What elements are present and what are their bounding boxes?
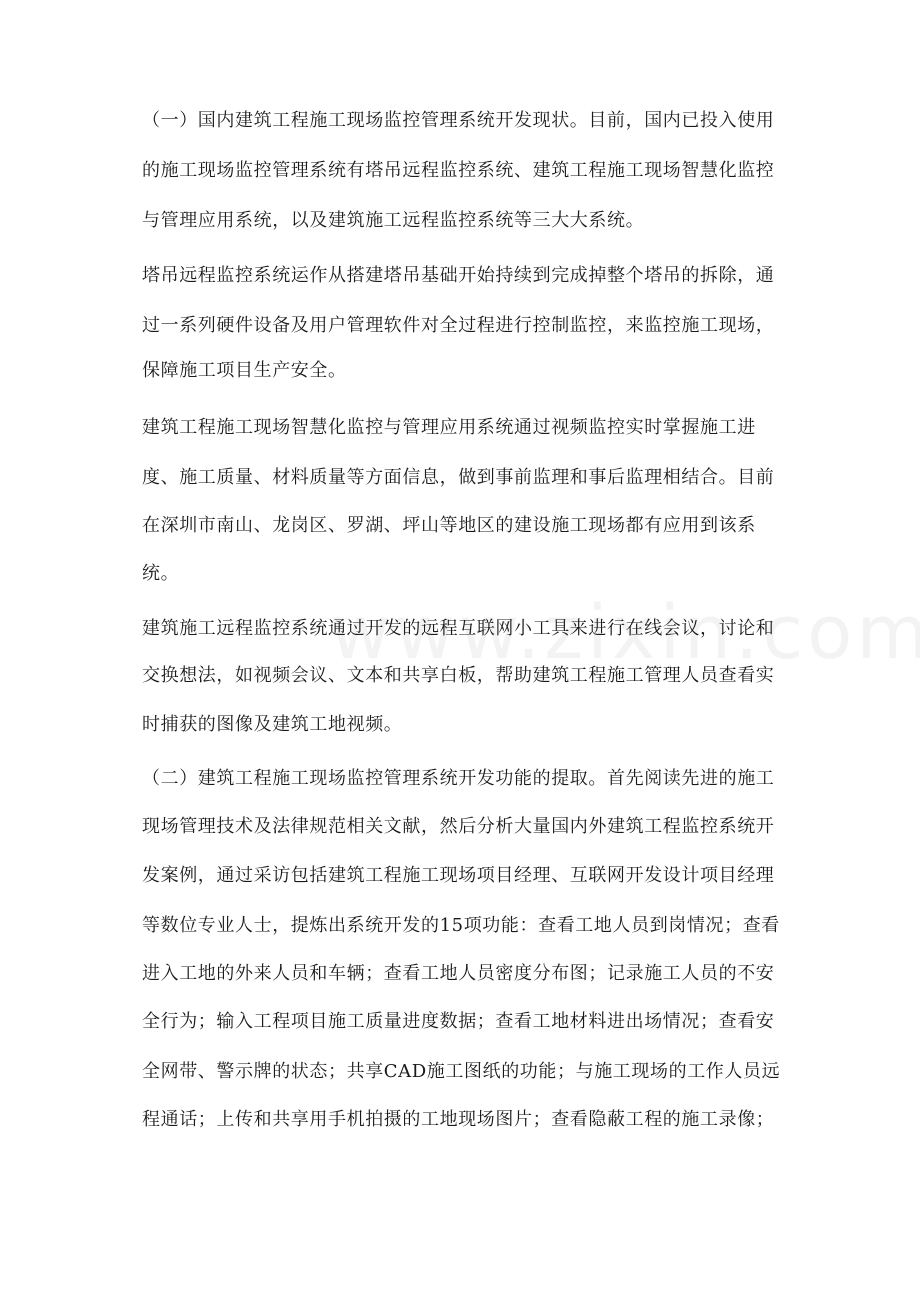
paragraph-3-line-4: 统。	[142, 563, 180, 584]
paragraph-3-line-3: 在深圳市南山、龙岗区、罗湖、坪山等地区的建设施工现场都有应用到该系	[142, 515, 756, 536]
paragraph-5-line-8: 程通话；上传和共享用手机拍摄的工地现场图片；查看隐蔽工程的施工录像；	[142, 1109, 775, 1130]
paragraph-4-line-3: 时捕获的图像及建筑工地视频。	[142, 714, 403, 735]
paragraph-5-line-6: 全行为；输入工程项目施工质量进度数据；查看工地材料进出场情况；查看安	[142, 1011, 775, 1032]
paragraph-1-line-1: （一）国内建筑工程施工现场监控管理系统开发现状。目前，国内已投入使用	[142, 110, 775, 131]
paragraph-4-line-1: 建筑施工远程监控系统通过开发的远程互联网小工具来进行在线会议，讨论和	[142, 618, 775, 639]
paragraph-2-line-1: 塔吊远程监控系统运作从搭建塔吊基础开始持续到完成掉整个塔吊的拆除，通	[142, 265, 775, 286]
paragraph-5-line-5: 进入工地的外来人员和车辆；查看工地人员密度分布图；记录施工人员的不安	[142, 963, 775, 984]
paragraph-4-line-2: 交换想法，如视频会议、文本和共享白板，帮助建筑工程施工管理人员查看实	[142, 665, 775, 686]
paragraph-1-line-3: 与管理应用系统，以及建筑施工远程监控系统等三大大系统。	[142, 210, 645, 231]
paragraph-2-line-3: 保障施工项目生产安全。	[142, 360, 347, 381]
paragraph-5-line-2: 现场管理技术及法律规范相关文献，然后分析大量国内外建筑工程监控系统开	[142, 816, 775, 837]
paragraph-5-line-7: 全网带、警示牌的状态；共享CAD施工图纸的功能；与施工现场的工作人员远	[142, 1061, 781, 1082]
paragraph-5-line-4: 等数位专业人士，提炼出系统开发的15项功能：查看工地人员到岗情况；查看	[142, 915, 780, 936]
paragraph-3-line-2: 度、施工质量、材料质量等方面信息，做到事前监理和事后监理相结合。目前	[142, 467, 775, 488]
paragraph-5-line-3: 发案例，通过采访包括建筑工程施工现场项目经理、互联网开发设计项目经理	[142, 865, 775, 886]
paragraph-3-line-1: 建筑工程施工现场智慧化监控与管理应用系统通过视频监控实时掌握施工进	[142, 417, 756, 438]
paragraph-2-line-2: 过一系列硬件设备及用户管理软件对全过程进行控制监控，来监控施工现场，	[142, 315, 775, 336]
paragraph-1-line-2: 的施工现场监控管理系统有塔吊远程监控系统、建筑工程施工现场智慧化监控	[142, 160, 775, 181]
paragraph-5-line-1: （二）建筑工程施工现场监控管理系统开发功能的提取。首先阅读先进的施工	[142, 768, 775, 789]
